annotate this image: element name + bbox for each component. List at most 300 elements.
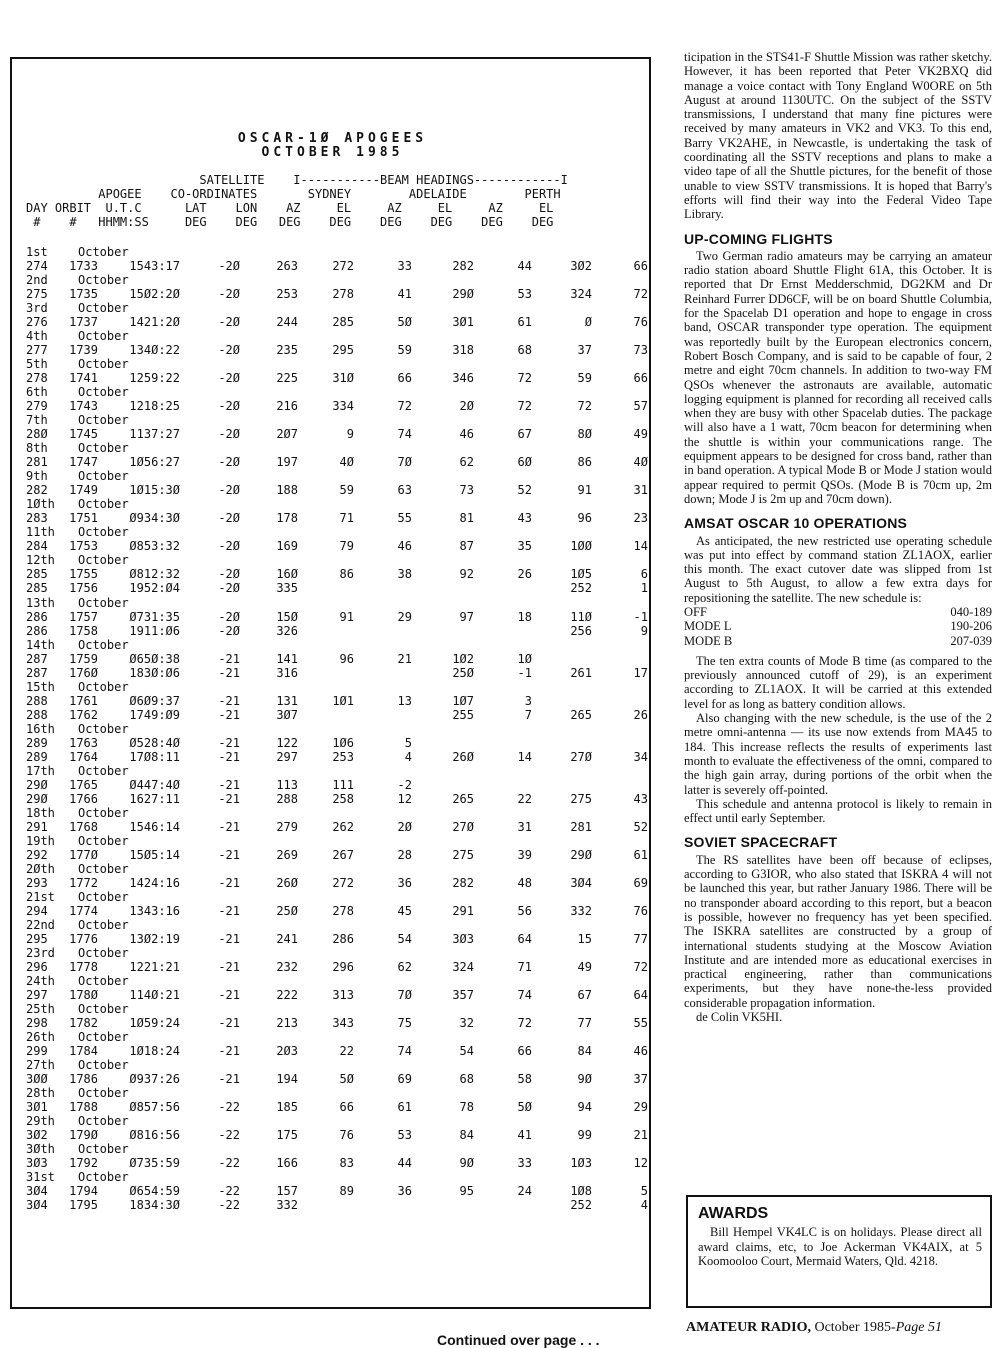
lon-cell: 185	[276, 1100, 298, 1115]
saz-cell: 267	[332, 847, 354, 862]
ael-cell: 53	[517, 287, 532, 302]
orbit-cell: 1774	[69, 903, 98, 918]
lon-cell: 244	[276, 315, 298, 330]
time-cell: Ø816:56	[129, 1128, 180, 1143]
time-cell: 1911:Ø6	[129, 623, 180, 638]
time-cell: 1421:2Ø	[129, 315, 180, 330]
date-label: 1Øth	[26, 497, 55, 512]
sel-cell: 5	[404, 735, 412, 750]
ael-cell: 35	[517, 539, 532, 554]
pel-cell: 72	[633, 287, 648, 302]
lon-cell: 197	[276, 455, 298, 470]
sel-cell: 53	[397, 1128, 412, 1143]
schedule-mode: MODE B	[684, 633, 733, 648]
day-number-cell: 3Ø4	[26, 1198, 48, 1213]
lon-cell: 216	[276, 399, 298, 414]
time-cell: 1Ø15:3Ø	[129, 483, 180, 498]
lon-cell: 169	[276, 539, 298, 554]
time-cell: 1Ø18:24	[129, 1044, 180, 1059]
ael-cell: 41	[517, 1128, 532, 1143]
lat-cell: -2Ø	[218, 343, 240, 358]
aaz-cell: 357	[452, 988, 474, 1003]
ael-cell: 58	[517, 1072, 532, 1087]
lon-cell: 26Ø	[276, 875, 298, 890]
lat-cell: -2Ø	[218, 581, 240, 596]
sel-cell: 28	[397, 847, 412, 862]
lon-cell: 175	[276, 1128, 298, 1143]
date-label: 9th	[26, 469, 48, 484]
lat-cell: -21	[218, 819, 240, 834]
date-label: 31st	[26, 1170, 55, 1185]
orbit-cell: 1749	[69, 483, 98, 498]
ael-cell: 61	[517, 315, 532, 330]
day-number-cell: 294	[26, 903, 48, 918]
lon-cell: 15Ø	[276, 609, 298, 624]
saz-cell: 278	[332, 287, 354, 302]
saz-cell: 4Ø	[339, 455, 354, 470]
pel-cell: 64	[633, 988, 648, 1003]
orbit-cell: 1747	[69, 455, 98, 470]
paz-cell: 84	[577, 1044, 592, 1059]
orbit-cell: 1735	[69, 287, 98, 302]
date-heading-row	[12, 974, 653, 988]
sel-cell: 29	[397, 609, 412, 624]
orbit-cell: 178Ø	[69, 988, 98, 1003]
day-number-cell: 3Ø4	[26, 1184, 48, 1199]
day-number-cell: 288	[26, 707, 48, 722]
date-heading-row	[12, 245, 653, 259]
sel-cell: -2	[397, 777, 412, 792]
table-row	[12, 1128, 653, 1142]
lat-cell: -21	[218, 707, 240, 722]
table-row	[12, 259, 653, 273]
time-cell: Ø934:3Ø	[129, 511, 180, 526]
ael-cell: 43	[517, 511, 532, 526]
lat-cell: -2Ø	[218, 371, 240, 386]
sel-cell: 63	[397, 483, 412, 498]
date-label: 26th	[26, 1030, 55, 1045]
apogee-table-panel	[10, 57, 651, 1348]
table-row	[12, 315, 653, 329]
lat-cell: -21	[218, 749, 240, 764]
pel-cell: 1	[640, 581, 648, 596]
date-heading-row	[12, 273, 653, 287]
date-label: 29th	[26, 1114, 55, 1129]
ael-cell: 74	[517, 988, 532, 1003]
table-row	[12, 820, 653, 834]
sel-cell: 69	[397, 1072, 412, 1087]
lat-cell: -21	[218, 1016, 240, 1031]
date-label: 23rd	[26, 946, 55, 960]
sel-cell: 7Ø	[397, 455, 412, 470]
table-row	[12, 652, 653, 666]
pel-cell: 57	[633, 399, 648, 414]
ael-cell: 66	[517, 1044, 532, 1059]
sel-cell: 55	[397, 511, 412, 526]
lat-cell: -2Ø	[218, 399, 240, 414]
paz-cell: 29Ø	[570, 847, 592, 862]
saz-cell: 71	[339, 511, 354, 526]
date-heading-row	[12, 862, 653, 876]
orbit-cell: 1784	[69, 1044, 98, 1059]
lat-cell: -22	[218, 1156, 240, 1171]
saz-cell: 89	[339, 1184, 354, 1199]
lon-cell: 3Ø7	[276, 707, 298, 722]
aaz-cell: 87	[459, 539, 474, 554]
paz-cell: 256	[570, 623, 592, 638]
lat-cell: -22	[218, 1184, 240, 1199]
ael-cell: 6Ø	[517, 455, 532, 470]
paz-cell: 1Ø3	[570, 1156, 592, 1171]
table-row	[12, 1044, 653, 1058]
day-number-cell: 292	[26, 847, 48, 862]
day-number-cell: 283	[26, 511, 48, 526]
sel-cell: 21	[397, 651, 412, 666]
table-row	[12, 1156, 653, 1170]
paz-cell: 67	[577, 988, 592, 1003]
schedule-item	[684, 605, 992, 619]
sel-cell: 62	[397, 960, 412, 975]
day-number-cell: 296	[26, 960, 48, 975]
date-heading-row	[12, 441, 653, 455]
paz-cell: 281	[570, 819, 592, 834]
orbit-cell: 1763	[69, 735, 98, 750]
day-number-cell: 281	[26, 455, 48, 470]
month-label: October	[78, 805, 129, 820]
aaz-cell: 62	[459, 455, 474, 470]
lat-cell: -2Ø	[218, 427, 240, 442]
page-footer	[686, 1320, 942, 1336]
date-heading-row	[12, 497, 653, 511]
table-row	[12, 455, 653, 469]
month-label: October	[78, 413, 129, 428]
sel-cell: 33	[397, 259, 412, 274]
time-cell: 1546:14	[129, 819, 180, 834]
lat-cell: -21	[218, 651, 240, 666]
date-heading-row	[12, 525, 653, 539]
paz-cell: 8Ø	[577, 427, 592, 442]
orbit-cell: 1733	[69, 259, 98, 274]
paz-cell: 324	[570, 287, 592, 302]
pel-cell: 21	[633, 1128, 648, 1143]
month-label: October	[78, 273, 129, 288]
orbit-cell: 1795	[69, 1198, 98, 1213]
ael-cell: 31	[517, 819, 532, 834]
month-label: October	[78, 1030, 129, 1045]
ael-cell: 18	[517, 609, 532, 624]
month-label: October	[78, 595, 129, 610]
lat-cell: -21	[218, 903, 240, 918]
lon-cell: 316	[276, 665, 298, 680]
month-label: October	[78, 679, 129, 694]
saz-cell: 1Ø6	[332, 735, 354, 750]
table-title-line-2: OCTOBER 1985	[261, 145, 404, 160]
month-label: October	[78, 553, 129, 568]
saz-cell: 296	[332, 960, 354, 975]
lat-cell: -2Ø	[218, 539, 240, 554]
paz-cell: 72	[577, 399, 592, 414]
pel-cell: 9	[640, 623, 648, 638]
lon-cell: 332	[276, 1198, 298, 1213]
ael-cell: 24	[517, 1184, 532, 1199]
orbit-cell: 1764	[69, 749, 98, 764]
time-cell: Ø65Ø:38	[129, 651, 180, 666]
table-row	[12, 399, 653, 413]
pel-cell: 55	[633, 1016, 648, 1031]
schedule-range: 040-189	[950, 604, 992, 619]
lon-cell: 225	[276, 371, 298, 386]
lat-cell: -21	[218, 988, 240, 1003]
table-row	[12, 960, 653, 974]
saz-cell: 262	[332, 819, 354, 834]
lat-cell: -2Ø	[218, 567, 240, 582]
table-row	[12, 666, 653, 680]
aaz-cell: 97	[459, 609, 474, 624]
signoff: de Colin VK5HI.	[696, 1010, 783, 1024]
month-label: October	[78, 637, 129, 652]
pel-cell: 76	[633, 315, 648, 330]
aaz-cell: 9Ø	[459, 1156, 474, 1171]
aaz-cell: 92	[459, 567, 474, 582]
date-heading-row	[12, 329, 653, 343]
pel-cell: -1	[633, 609, 648, 624]
lon-cell: 279	[276, 819, 298, 834]
paz-cell: 37	[577, 343, 592, 358]
lon-cell: 2Ø3	[276, 1044, 298, 1059]
day-number-cell: 289	[26, 735, 48, 750]
orbit-cell: 1792	[69, 1156, 98, 1171]
saz-cell: 272	[332, 259, 354, 274]
saz-cell: 9	[346, 427, 354, 442]
time-cell: Ø528:4Ø	[129, 735, 180, 750]
date-heading-row	[12, 918, 653, 932]
saz-cell: 285	[332, 315, 354, 330]
time-cell: 1424:16	[129, 875, 180, 890]
lon-cell: 232	[276, 960, 298, 975]
awards-heading: AWARDS	[698, 1205, 769, 1222]
date-heading-row	[12, 1086, 653, 1100]
date-label: 14th	[26, 637, 55, 652]
date-heading-row	[12, 1030, 653, 1044]
pel-cell: 66	[633, 371, 648, 386]
ael-cell: 68	[517, 343, 532, 358]
time-cell: Ø937:26	[129, 1072, 180, 1087]
aaz-cell: 2Ø	[459, 399, 474, 414]
sel-cell: 72	[397, 399, 412, 414]
ael-cell: 3	[524, 693, 532, 708]
paz-cell: 261	[570, 665, 592, 680]
saz-cell: 22	[339, 1044, 354, 1059]
day-number-cell: 286	[26, 623, 48, 638]
aaz-cell: 265	[452, 791, 474, 806]
date-label: 6th	[26, 385, 48, 400]
month-label: October	[78, 385, 129, 400]
date-label: 2nd	[26, 273, 48, 288]
date-heading-row	[12, 946, 653, 960]
pel-cell: 23	[633, 511, 648, 526]
sel-cell: 75	[397, 1016, 412, 1031]
pel-cell: 14	[633, 539, 648, 554]
date-heading-row	[12, 1170, 653, 1184]
ael-cell: -1	[517, 665, 532, 680]
lat-cell: -21	[218, 693, 240, 708]
orbit-cell: 1794	[69, 1184, 98, 1199]
lon-cell: 16Ø	[276, 567, 298, 582]
month-label: October	[78, 1002, 129, 1017]
time-cell: 15Ø2:2Ø	[129, 287, 180, 302]
lon-cell: 213	[276, 1016, 298, 1031]
soviet-spacecraft-paragraph: The RS satellites have been off because of eclipses, according to G3IOR, who also stated that ISKRA 4 will not be launched this year, but rather January 1986. There will be no transponder aboard according to this report, but a beacon is possible, however no frequency has yet been specified. The ISKRA satellites are constructed by a group of international students studying at the Moscow Aviation Institute and are intended more as educational exercises in practical engineering, rather than communications experiments, but they have none-the-less provided considerable propagation information.	[684, 852, 992, 1010]
paz-cell: Ø	[584, 315, 592, 330]
aaz-cell: 25Ø	[452, 665, 474, 680]
lat-cell: -21	[218, 1044, 240, 1059]
date-label: 1st	[26, 245, 48, 259]
amsat-heading: AMSAT OSCAR 10 OPERATIONS	[684, 515, 908, 532]
time-cell: 1543:17	[129, 259, 180, 274]
awards-box	[686, 1195, 992, 1308]
ael-cell: 1Ø	[517, 651, 532, 666]
table-row	[12, 708, 653, 722]
paz-cell: 27Ø	[570, 749, 592, 764]
paz-cell: 1Ø8	[570, 1184, 592, 1199]
table-row	[12, 792, 653, 806]
lon-cell: 335	[276, 581, 298, 596]
orbit-cell: 1756	[69, 581, 98, 596]
time-cell: Ø735:59	[129, 1156, 180, 1171]
time-cell: 114Ø:21	[129, 988, 180, 1003]
day-number-cell: 285	[26, 567, 48, 582]
table-row	[12, 624, 653, 638]
orbit-cell: 1766	[69, 791, 98, 806]
lon-cell: 297	[276, 749, 298, 764]
pel-cell: 29	[633, 1100, 648, 1115]
aaz-cell: 255	[452, 707, 474, 722]
time-cell: 1749:Ø9	[129, 707, 180, 722]
date-label: 19th	[26, 833, 55, 848]
time-cell: Ø857:56	[129, 1100, 180, 1115]
lat-cell: -21	[218, 735, 240, 750]
table-row	[12, 427, 653, 441]
aaz-cell: 275	[452, 847, 474, 862]
table-row	[12, 1100, 653, 1114]
orbit-cell: 1739	[69, 343, 98, 358]
orbit-cell: 179Ø	[69, 1128, 98, 1143]
lat-cell: -21	[218, 777, 240, 792]
time-cell: Ø853:32	[129, 539, 180, 554]
ael-cell: 22	[517, 791, 532, 806]
orbit-cell: 1741	[69, 371, 98, 386]
schedule-range: 190-206	[950, 619, 992, 634]
paz-cell: 11Ø	[570, 609, 592, 624]
schedule-item	[684, 634, 992, 648]
sel-cell: 54	[397, 931, 412, 946]
month-label: October	[78, 525, 129, 540]
amsat-paragraph: As anticipated, the new restricted use operating schedule was put into effect by command station ZL1AOX, earlier this month. The exact cutover date was slipped from 1st August to 5th August, to allow a few extra days for repositioning the satellite. The new schedule is:	[684, 533, 992, 605]
ael-cell: 48	[517, 875, 532, 890]
aaz-cell: 81	[459, 511, 474, 526]
schedule-list	[684, 605, 992, 648]
date-heading-row	[12, 1058, 653, 1072]
sel-cell: 66	[397, 371, 412, 386]
paz-cell: 3Ø4	[570, 875, 592, 890]
table-row	[12, 1072, 653, 1086]
lon-cell: 241	[276, 931, 298, 946]
table-row	[12, 876, 653, 890]
date-label: 17th	[26, 763, 55, 778]
sel-cell: 74	[397, 427, 412, 442]
aaz-cell: 73	[459, 483, 474, 498]
intro-paragraph: ticipation in the STS41-F Shuttle Mission was rather sketchy. However, it has been reported that Peter VK2BXQ did manage a voice contact with Tony England W0ORE on 5th August at around 1130UTC. On the subject of the SSTV transmissions, I understand that many fine pictures were received by many amateurs in VK2 and VK3. To this end, Barry VK2AHE, in Newcastle, is undertaking the task of coordinating all the SSTV receptions and plans to make a video tape of all the Shuttle pictures, for the benefit of those unable to view SSTV transmissions. It is hoped that Barry's efforts will find their way into the Federal Video Tape Library.	[684, 50, 992, 222]
paz-cell: 9Ø	[577, 1072, 592, 1087]
month-label: October	[78, 469, 129, 484]
lon-cell: 269	[276, 847, 298, 862]
lat-cell: -21	[218, 875, 240, 890]
lon-cell: 157	[276, 1184, 298, 1199]
month-label: October	[78, 721, 129, 736]
table-row	[12, 778, 653, 792]
lon-cell: 113	[276, 777, 298, 792]
month-label: October	[78, 1114, 129, 1129]
month-label: October	[78, 861, 129, 876]
ael-cell: 33	[517, 1156, 532, 1171]
table-row	[12, 750, 653, 764]
pel-cell: 26	[633, 707, 648, 722]
day-number-cell: 289	[26, 749, 48, 764]
time-cell: 183Ø:Ø6	[129, 665, 180, 680]
ael-cell: 64	[517, 931, 532, 946]
pel-cell: 12	[633, 1156, 648, 1171]
magazine-name: AMATEUR RADIO,	[686, 1320, 811, 1335]
orbit-cell: 1762	[69, 707, 98, 722]
month-label: October	[78, 889, 129, 904]
table-title-line-1: OSCAR-1Ø APOGEES	[237, 131, 428, 146]
sel-cell: 12	[397, 791, 412, 806]
date-heading-row	[12, 413, 653, 427]
aaz-cell: 1Ø2	[452, 651, 474, 666]
lat-cell: -21	[218, 665, 240, 680]
time-cell: 1343:16	[129, 903, 180, 918]
month-label: October	[78, 833, 129, 848]
lat-cell: -2Ø	[218, 315, 240, 330]
aaz-cell: 68	[459, 1072, 474, 1087]
orbit-cell: 1786	[69, 1072, 98, 1087]
orbit-cell: 1765	[69, 777, 98, 792]
date-heading-row	[12, 638, 653, 652]
day-number-cell: 297	[26, 988, 48, 1003]
page-number: Page 51	[895, 1320, 942, 1335]
saz-cell: 1Ø1	[332, 693, 354, 708]
ael-cell: 5Ø	[517, 1100, 532, 1115]
date-label: 3Øth	[26, 1142, 55, 1157]
ael-cell: 39	[517, 847, 532, 862]
month-label: October	[78, 1142, 129, 1157]
paz-cell: 1ØØ	[570, 539, 592, 554]
lon-cell: 122	[276, 735, 298, 750]
pel-cell: 4	[640, 1198, 648, 1213]
time-cell: 13Ø2:19	[129, 931, 180, 946]
pel-cell: 6	[640, 567, 648, 582]
pel-cell: 4Ø	[633, 455, 648, 470]
header-row: SATELLITE I-----------BEAM HEADINGS------------I	[26, 173, 568, 187]
date-label: 3rd	[26, 301, 48, 316]
date-label: 22nd	[26, 917, 55, 932]
date-label: 25th	[26, 1002, 55, 1017]
time-cell: 1259:22	[129, 371, 180, 386]
lat-cell: -21	[218, 931, 240, 946]
amsat-paragraph: The ten extra counts of Mode B time (as compared to the previously announced cutoff of 29), is an experiment according to ZL1AOX. It will be carried at this extended level for as long as battery condition allows.	[684, 653, 992, 711]
month-label: October	[78, 301, 129, 316]
paz-cell: 3Ø2	[570, 259, 592, 274]
